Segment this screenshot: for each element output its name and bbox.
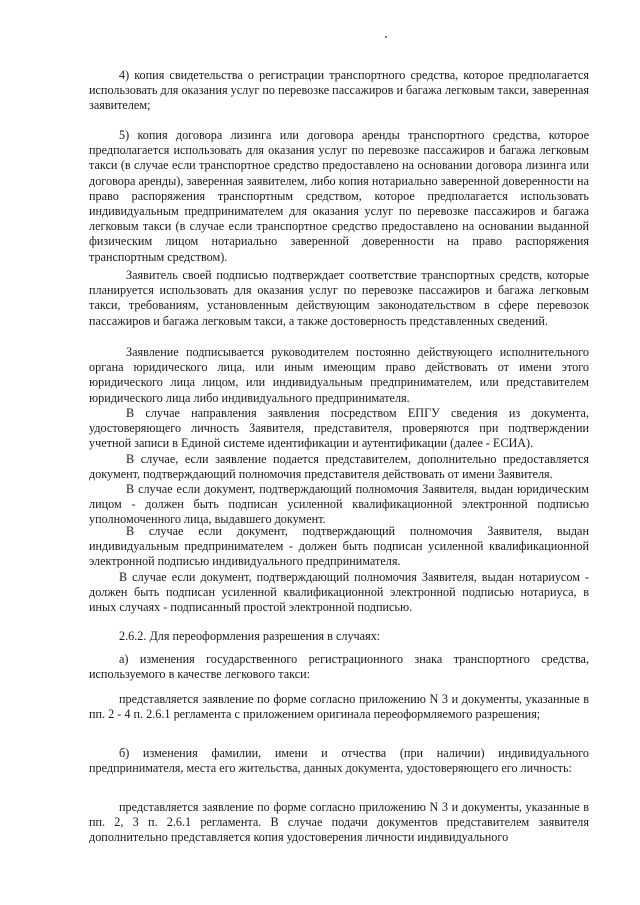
paragraph-applicant-signature: Заявитель своей подписью подтверждает соответствие транспортных средств, которые планируется использовать для оказания услуг по перевозке пассажиров и багажа легковым такси, требованиям, установленным действующим законодательством в сфере перевозок пассажиров и багажа легковым такси, а также достоверность представленных сведений. — [89, 268, 589, 328]
page-mark — [385, 36, 387, 38]
paragraph-entrepreneur: В случае если документ, подтверждающий полномочия Заявителя, выдан индивидуальным предпринимателем - должен быть подписан усиленной квалификационной электронной подписью индивидуального предпринимателя. — [89, 524, 589, 569]
paragraph-notary: В случае если документ, подтверждающий полномочия Заявителя, выдан нотариусом - должен быть подписан усиленной квалификационной электронной подписью нотариуса, в иных случаях - подписанный простой электронной подписью. — [89, 570, 589, 615]
paragraph-item-5: 5) копия договора лизинга или договора аренды транспортного средства, которое предполагается использовать для оказания услуг по перевозке пассажиров и багажа легковым такси (в случае если транспортное средство предоставлено на основании договора лизинга или договора аренды), заверенная заявителем, либо копия нотариально заверенной доверенности на право распоряжения транспортным средством, которое предполагается использовать индивидуальным предпринимателем для оказания услуг по перевозке пассажиров и багажа легковым такси (в случае если транспортное средство предоставлено на основании выданной физическим лицом нотариально заверенной доверенности на право распоряжения транспортным средством). — [89, 128, 589, 264]
paragraph-application-signed: Заявление подписывается руководителем постоянно действующего исполнительного органа юридического лица, или иным имеющим право действовать от имени этого юридического лица лицом, или индивидуальным предпринимателем, или представителем юридического лица либо индивидуального предпринимателя. — [89, 345, 589, 405]
paragraph-item-4: 4) копия свидетельства о регистрации транспортного средства, которое предполагается использовать для оказания услуг по перевозке пассажиров и багажа легковым такси, заверенная заявителем; — [89, 68, 589, 113]
paragraph-representative: В случае, если заявление подается представителем, дополнительно предоставляется документ, подтверждающий полномочия представителя действовать от имени Заявителя. — [89, 452, 589, 482]
paragraph-case-a-docs: представляется заявление по форме согласно приложению N 3 и документы, указанные в пп. 2 - 4 п. 2.6.1 регламента с приложением оригинала переоформляемого разрешения; — [89, 692, 589, 722]
section-heading-2-6-2: 2.6.2. Для переоформления разрешения в случаях: — [119, 629, 381, 643]
paragraph-case-a: а) изменения государственного регистрационного знака транспортного средства, используемого в качестве легкового такси: — [89, 652, 589, 682]
paragraph-legal-entity: В случае если документ, подтверждающий полномочия Заявителя, выдан юридическим лицом - должен быть подписан усиленной квалификационной электронной подписью уполномоченного лица, выдавшего документ. — [89, 482, 589, 527]
paragraph-epgu: В случае направления заявления посредством ЕПГУ сведения из документа, удостоверяющего личность Заявителя, представителя, проверяются при подтверждении учетной записи в Единой системе идентификации и аутентификации (далее - ЕСИА). — [89, 406, 589, 451]
paragraph-case-b: б) изменения фамилии, имени и отчества (при наличии) индивидуального предпринимателя, места его жительства, данных документа, удостоверяющего его личность: — [89, 746, 589, 776]
paragraph-case-b-docs: представляется заявление по форме согласно приложению N 3 и документы, указанные в пп. 2, 3 п. 2.6.1 регламента. В случае подачи документов представителем заявителя дополнительно представляется копия удостоверения личности индивидуального — [89, 800, 589, 845]
